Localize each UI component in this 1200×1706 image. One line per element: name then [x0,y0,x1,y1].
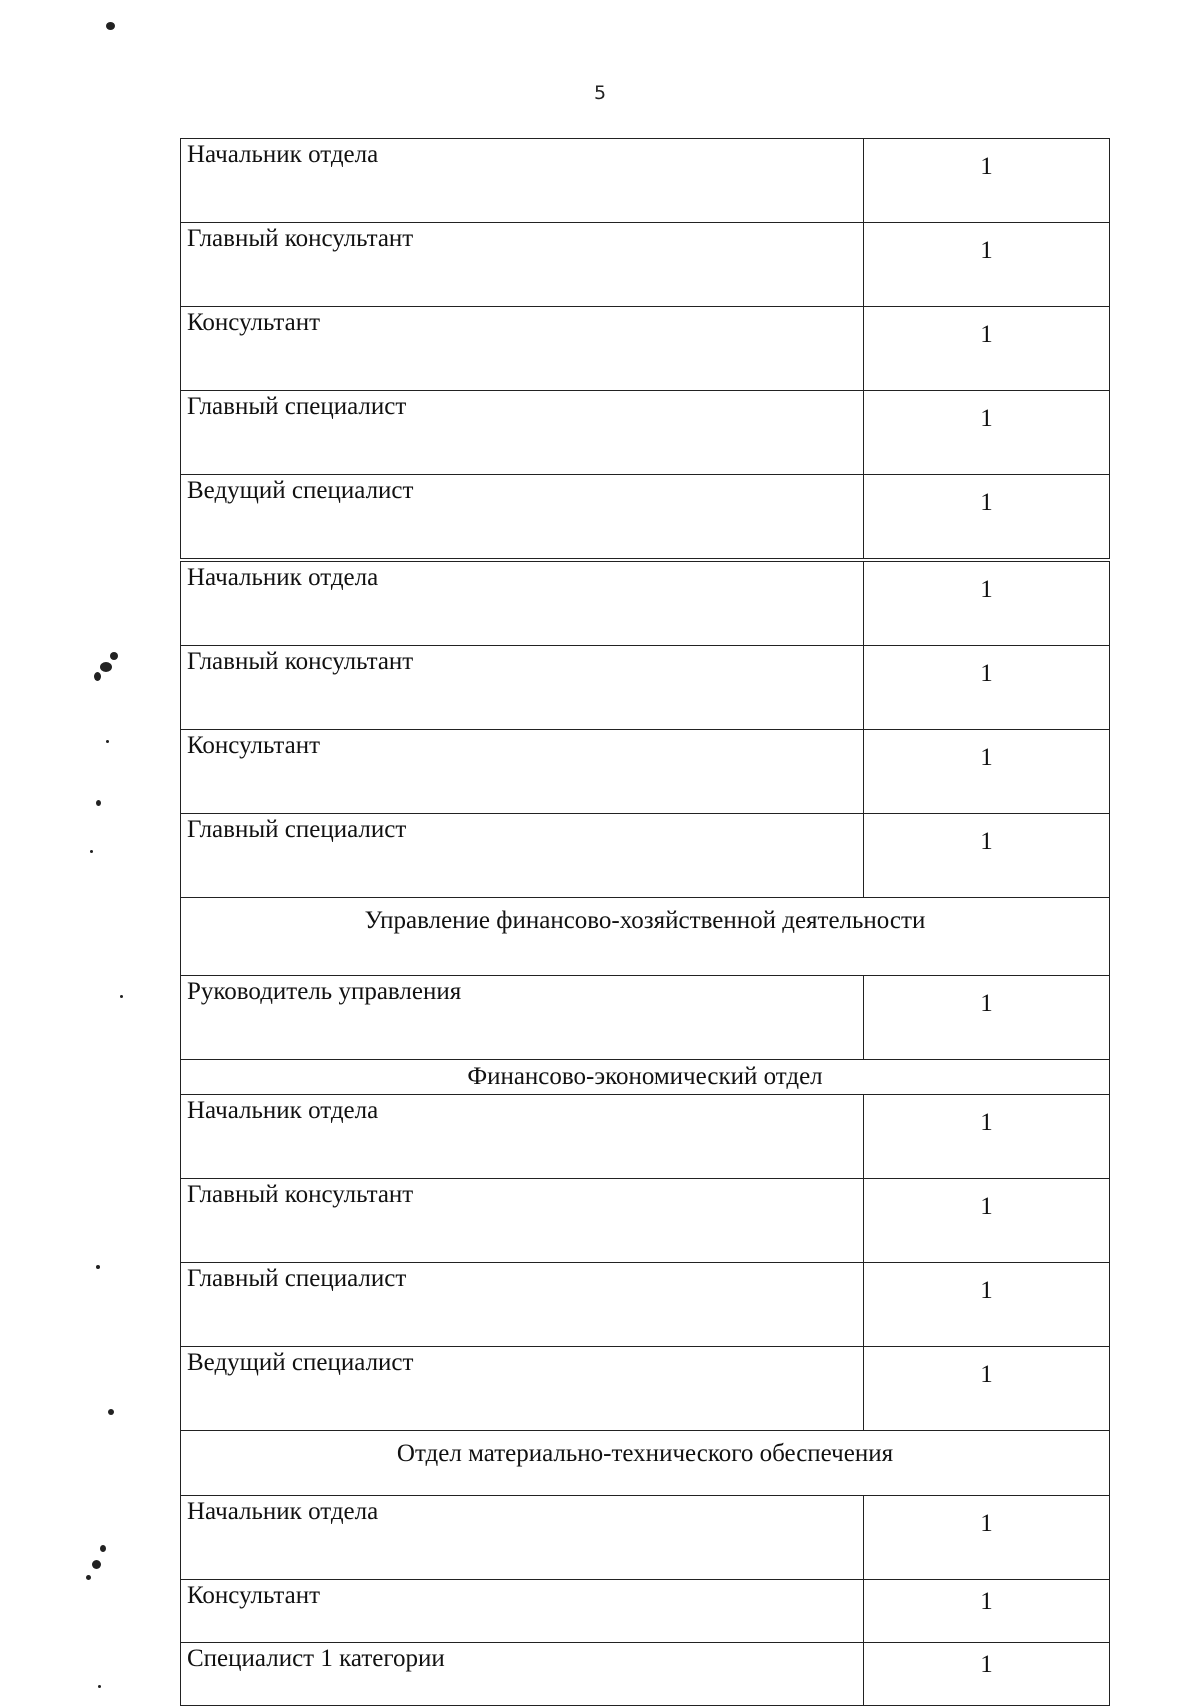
position-title: Консультант [181,307,864,391]
section-heading: Финансово-экономический отдел [181,1060,1110,1095]
table-row [181,730,1110,814]
position-title: Начальник отдела [181,1095,864,1179]
position-count: 1 [864,1179,1110,1263]
position-count: 1 [864,223,1110,307]
position-title: Начальник отдела [181,139,864,223]
section-heading-row [181,1431,1110,1496]
position-count: 1 [864,1580,1110,1643]
table-row [181,976,1110,1060]
scan-speck [98,1685,101,1688]
scan-speck [110,652,118,660]
position-count: 1 [864,646,1110,730]
position-count: 1 [864,391,1110,475]
table-row [181,1179,1110,1263]
table-row [181,139,1110,223]
table-row [181,1643,1110,1706]
position-title: Начальник отдела [181,1496,864,1580]
section-heading: Управление финансово-хозяйственной деятельности [181,898,1110,976]
position-count: 1 [864,1496,1110,1580]
position-title: Главный консультант [181,646,864,730]
section-heading-row [181,898,1110,976]
scan-speck [106,740,109,743]
table-row [181,1580,1110,1643]
table-row [181,1347,1110,1431]
scan-speck [120,995,123,998]
table-row [181,1496,1110,1580]
scan-speck [92,1560,101,1569]
page-number: 5 [593,82,607,104]
position-title: Ведущий специалист [181,1347,864,1431]
section-heading-row [181,1060,1110,1095]
table-row [181,223,1110,307]
scan-speck [94,672,101,681]
position-title: Ведущий специалист [181,475,864,561]
position-count: 1 [864,139,1110,223]
position-count: 1 [864,1643,1110,1706]
position-title: Главный специалист [181,1263,864,1347]
table-row [181,307,1110,391]
table-row [181,560,1110,646]
scan-speck [86,1575,91,1580]
scan-speck [100,1545,106,1552]
position-count: 1 [864,1347,1110,1431]
position-title: Главный консультант [181,223,864,307]
position-title: Специалист 1 категории [181,1643,864,1706]
scan-speck [100,662,112,672]
position-count: 1 [864,475,1110,561]
position-count: 1 [864,730,1110,814]
position-count: 1 [864,1263,1110,1347]
position-title: Руководитель управления [181,976,864,1060]
position-count: 1 [864,976,1110,1060]
scan-speck [90,850,93,853]
position-count: 1 [864,307,1110,391]
table-row [181,391,1110,475]
table-row [181,646,1110,730]
table-row [181,1263,1110,1347]
table-row [181,1095,1110,1179]
position-title: Начальник отдела [181,560,864,646]
position-count: 1 [864,1095,1110,1179]
staffing-table [180,138,1110,1706]
position-title: Главный консультант [181,1179,864,1263]
scan-speck [96,800,101,806]
scan-speck [108,1409,114,1415]
position-title: Консультант [181,1580,864,1643]
position-title: Главный специалист [181,814,864,898]
scan-speck [96,1265,100,1269]
position-title: Консультант [181,730,864,814]
position-title: Главный специалист [181,391,864,475]
section-heading: Отдел материально-технического обеспечения [181,1431,1110,1496]
table-row [181,475,1110,561]
scan-speck [106,22,115,30]
position-count: 1 [864,814,1110,898]
position-count: 1 [864,560,1110,646]
table-row [181,814,1110,898]
